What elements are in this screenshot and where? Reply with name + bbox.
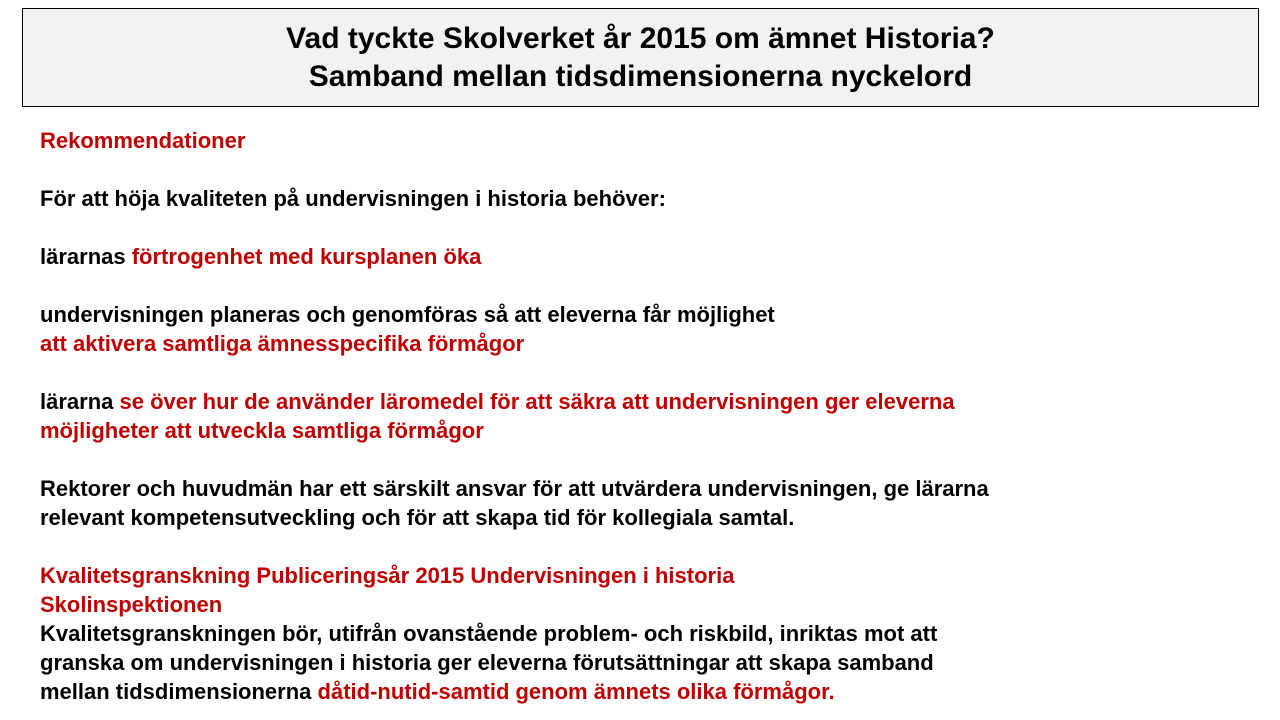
recommendation-3-line-1	[40, 387, 1260, 416]
recommendation-2-line-2: att aktivera samtliga ämnesspecifika förmågor	[40, 331, 525, 356]
recommendation-2-line-1: undervisningen planeras och genomföras så att eleverna får möjlighet	[40, 302, 775, 327]
recommendation-3-red: se över hur de använder läromedel för att säkra att undervisningen ger eleverna	[119, 389, 955, 414]
conclusion-line-2: granska om undervisningen i historia ger eleverna förutsättningar att skapa samband	[40, 650, 934, 675]
conclusion-line-3	[40, 677, 1260, 706]
section-heading: Rekommendationer	[40, 128, 246, 153]
recommendation-4-line-2: relevant kompetensutveckling och för att skapa tid för kollegiala samtal.	[40, 505, 795, 530]
title-line-1: Vad tyckte Skolverket år 2015 om ämnet Historia?	[286, 22, 995, 55]
conclusion-line-1: Kvalitetsgranskningen bör, utifrån ovanstående problem- och riskbild, inriktas mot att	[40, 621, 938, 646]
source-line-1: Kvalitetsgranskning Publiceringsår 2015 Undervisningen i historia	[40, 563, 735, 588]
source-line-2: Skolinspektionen	[40, 592, 223, 617]
slide-body	[40, 126, 1260, 706]
title-box	[22, 8, 1259, 107]
conclusion-line-3-black: mellan tidsdimensionerna	[40, 679, 318, 704]
recommendation-4-line-1: Rektorer och huvudmän har ett särskilt ansvar för att utvärdera undervisningen, ge lärarna	[40, 476, 989, 501]
recommendation-3-black: lärarna	[40, 389, 120, 414]
recommendation-1	[40, 242, 1260, 271]
recommendation-3-line-2: möjligheter att utveckla samtliga förmågor	[40, 418, 484, 443]
conclusion-line-3-red: dåtid-nutid-samtid genom ämnets olika förmågor.	[317, 679, 835, 704]
recommendation-1-black: lärarnas	[40, 244, 132, 269]
intro-text: För att höja kvaliteten på undervisningen i historia behöver:	[40, 186, 666, 211]
recommendation-1-red: förtrogenhet med kursplanen öka	[131, 244, 482, 269]
title-line-2: Samband mellan tidsdimensionerna nyckelord	[308, 60, 973, 93]
